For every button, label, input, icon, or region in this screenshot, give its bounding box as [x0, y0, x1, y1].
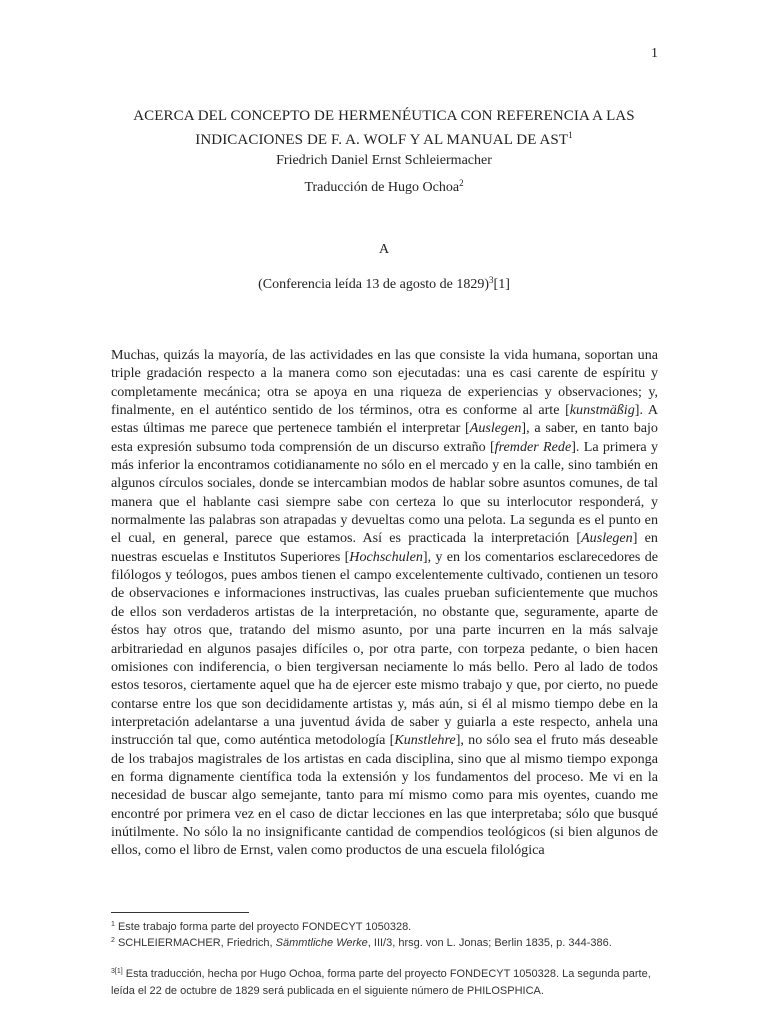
- body-italic-term: Auslegen: [581, 530, 633, 547]
- body-text-run: ], no sólo sea el fruto más deseable de los trabajos magistrales de los artistas en cada disciplina, sino que al mismo tiempo exponga en forma dignamente científica toda la extensión y los fundamentos del proceso. Me vi en la necesidad de buscar algo semejante, tanto para mí mismo como para mis oyentes, cuando me encontré por primera vez en el caso de dictar lecciones en las que interpretaba; sólo que busqué inútilmente. No sólo la no insignificante cantidad de compendios teológicos (si bien algunos de ellos, como el libro de Ernst, valen como productos de una escuela filológica: [111, 732, 658, 859]
- footnote-2-mark: 2: [111, 937, 115, 944]
- footnote-1: [111, 918, 671, 934]
- conference-ref-link[interactable]: [1]: [493, 277, 510, 292]
- footnote-2-text: SCHLEIERMACHER, Friedrich,: [114, 937, 276, 949]
- footnote-2: [111, 934, 671, 950]
- translator-line: [0, 178, 768, 196]
- body-text-run: ]. A estas últimas me parece que pertenece también el interpretar [: [111, 402, 658, 437]
- translator-footnote-mark[interactable]: 2: [459, 178, 464, 188]
- title-line-1: ACERCA DEL CONCEPTO DE HERMENÉUTICA CON REFERENCIA A LAS: [133, 108, 635, 124]
- footnote-3: [111, 963, 671, 1000]
- body-text-run: Muchas, quizás la mayoría, de las actividades en las que consiste la vida humana, soportan una triple gradación respecto a la manera como son ejecutadas: una es casi carente de espíritu y completamente mecánica; otra se apoya en una riqueza de experiencias y observaciones; y, finalmente, en el auténtico sentido de los términos, otra es conforme al arte [: [111, 347, 658, 419]
- body-text-run: ], y en los comentarios esclarecedores de filólogos y teólogos, pues ambos tienen el campo excelentemente cultivado, contienen un tesoro de observaciones e informaciones instructivas, las cuales prueban suficientemente que muchos de ellos son verdaderos artistas de la interpretación, no obstante que, seguramente, aparte de éstos hay otros que, tratando del mismo asunto, por una parte incurren en la más salvaje arbitrariedad en algunos pasajes difíciles o, por otra parte, con torpeza pedante, o bien hacen omisiones con indiferencia, o bien tergiversan neciamente lo más bello. Pero al lado de todos estos tesoros, ciertamente aquel que ha de ejercer este mismo trabajo y que, por cierto, no puede contarse entre los que son decididamente artistas y, más aún, si él al mismo tiempo debe en la interpretación adelantarse a una juventud ávida de saber y guiarla a este respecto, anhela una instrucción tal que, como auténtica metodología [: [111, 548, 658, 749]
- conference-footnote-mark[interactable]: 3: [489, 275, 494, 285]
- footnote-divider: [111, 912, 249, 913]
- footnote-2-citation: , III/3, hrsg. von L. Jonas; Berlin 1835, p. 344-386.: [367, 937, 612, 949]
- body-italic-term: kunstmäßig: [569, 402, 635, 419]
- author-name: Friedrich Daniel Ernst Schleiermacher: [276, 153, 492, 168]
- body-italic-term: Hochschulen: [349, 548, 423, 565]
- conference-line: [0, 275, 768, 293]
- body-italic-term: Auslegen: [469, 420, 522, 437]
- footnote-3-mark: 3[1]: [111, 968, 123, 975]
- footnote-3-text: Esta traducción, hecha por Hugo Ochoa, forma parte del proyecto FONDECYT 1050328. La segunda parte, leída el 22 de octubre de 1829 será publicada en el siguiente número de PHILOSPHICA.: [111, 968, 651, 997]
- body-text-run: ] en nuestras escuelas e Institutos Superiores [: [111, 530, 658, 565]
- section-heading: A: [378, 242, 390, 257]
- title-footnote-mark[interactable]: 1: [568, 130, 573, 140]
- body-italic-term: fremder Rede: [494, 438, 572, 455]
- translator-text: Traducción de Hugo Ochoa: [304, 180, 460, 195]
- footnote-2-work-title: Sämmtliche Werke: [275, 937, 368, 949]
- body-text-run: ], a saber, en tanto bajo esta expresión subsumo toda comprensión de un discurso extraño [: [111, 420, 658, 455]
- title-line-2: INDICACIONES DE F. A. WOLF Y AL MANUAL DE AST: [195, 132, 569, 148]
- footnote-1-text: Este trabajo forma parte del proyecto FONDECYT 1050328.: [114, 921, 412, 933]
- body-paragraph: [111, 346, 658, 860]
- page-number: 1: [651, 46, 658, 61]
- body-text-run: ]. La primera y más inferior la encontramos cotidianamente no sólo en el mercado y en la calle, sino también en algunos círculos sociales, donde se intercambian modos de hablar sobre asuntos comunes, de tal manera que el hablante casi siempre sabe con certeza lo que su interlocutor responderá, y normalmente las palabras son atrapadas y devueltas como una pelota. La segunda es el punto en el cual, en general, parece que estamos. Así es practicada la interpretación [: [111, 438, 658, 547]
- footnote-1-mark: 1: [111, 921, 115, 928]
- body-italic-term: Kunstlehre: [394, 732, 456, 749]
- document-title: [80, 107, 688, 150]
- conference-text: (Conferencia leída 13 de agosto de 1829): [258, 277, 490, 292]
